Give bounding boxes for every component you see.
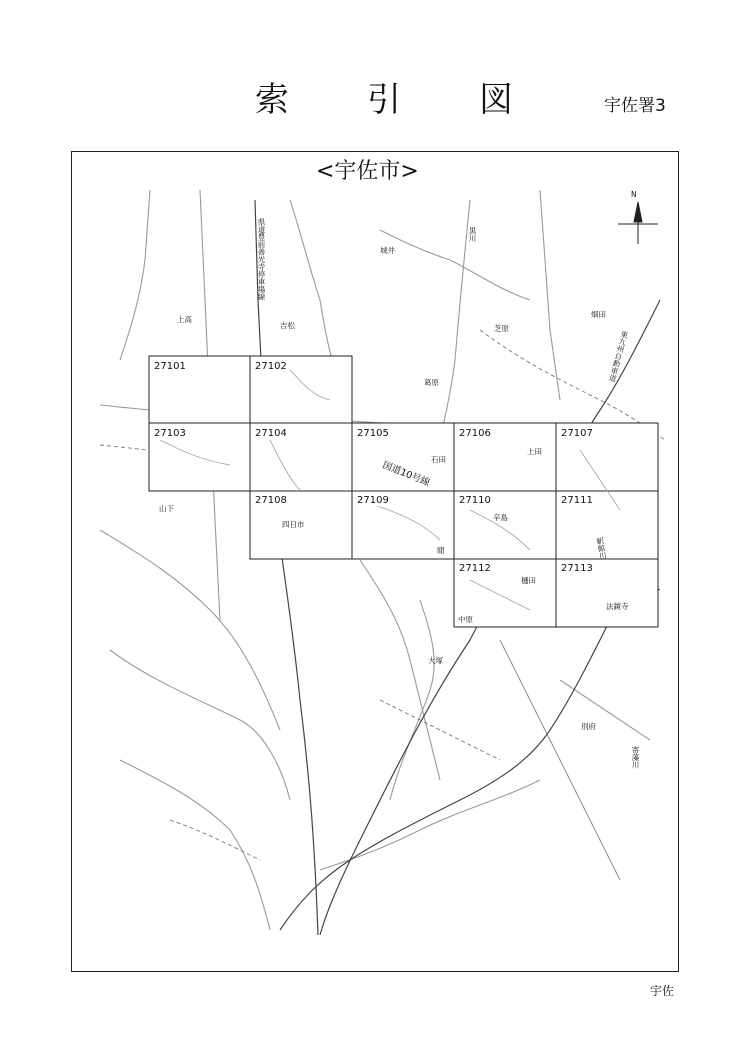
road-line [390, 600, 434, 800]
place-label: 上高 [177, 315, 192, 324]
road-line [320, 780, 540, 870]
cell-number: 27102 [255, 361, 287, 372]
river-label: 寄藻川 [631, 746, 640, 769]
road-line [290, 200, 340, 380]
river-line [280, 620, 610, 930]
place-label: 閒 [437, 546, 445, 555]
expressway-label: 東九州自動車道 [607, 329, 630, 383]
place-label: 城井 [380, 246, 395, 255]
prefectural-road-label: 県道豊前善光寺停車場線 [257, 218, 266, 301]
place-label: 吉松 [280, 321, 295, 330]
page-title: 索引図 [255, 80, 591, 120]
road-line [380, 230, 530, 300]
road-line [120, 760, 270, 930]
place-label: 上田 [527, 447, 542, 456]
place-label: 別府 [581, 722, 596, 731]
sheet-label: 宇佐署3 [604, 96, 666, 116]
boundary-line [380, 700, 500, 760]
cell-number: 27107 [561, 428, 593, 439]
cell-number: 27112 [459, 563, 491, 574]
boundary-line [170, 820, 260, 860]
road-line [500, 640, 620, 880]
place-label: 大塚 [428, 656, 443, 665]
road-line [100, 530, 280, 730]
place-label: 石田 [431, 455, 446, 464]
river-label: 黒川 [468, 227, 477, 242]
railway [255, 200, 318, 935]
road-line [110, 650, 290, 800]
cell-number: 27108 [255, 495, 287, 506]
road-line [540, 190, 560, 400]
compass-icon [618, 202, 658, 244]
place-label: 樋田 [521, 576, 536, 585]
road-line [560, 680, 650, 740]
place-label: 辛島 [493, 513, 508, 522]
cell-number: 27103 [154, 428, 186, 439]
road-line [120, 190, 150, 360]
place-label: 葛原 [424, 378, 439, 387]
cell-number: 27110 [459, 495, 491, 506]
cell-number: 27111 [561, 495, 593, 506]
cell-number: 27109 [357, 495, 389, 506]
city-label: <宇佐市> [316, 159, 419, 184]
place-label: 中原 [458, 615, 473, 624]
road-line [360, 560, 440, 780]
place-label: 芝原 [494, 324, 509, 333]
place-label: 山下 [159, 504, 174, 513]
cell-number: 27106 [459, 428, 491, 439]
river-label: 駅館川 [595, 536, 608, 561]
footer-label: 宇佐 [650, 984, 675, 998]
cell-number: 27101 [154, 361, 186, 372]
place-label: 法鏡寺 [606, 602, 629, 611]
cell-number: 27104 [255, 428, 287, 439]
cell-number: 27113 [561, 563, 593, 574]
cell-number: 27105 [357, 428, 389, 439]
route-label: 国道10号線 [381, 457, 433, 489]
place-label: 畑田 [591, 310, 606, 319]
compass-north-label: N [631, 190, 637, 199]
place-label: 四日市 [282, 520, 305, 529]
